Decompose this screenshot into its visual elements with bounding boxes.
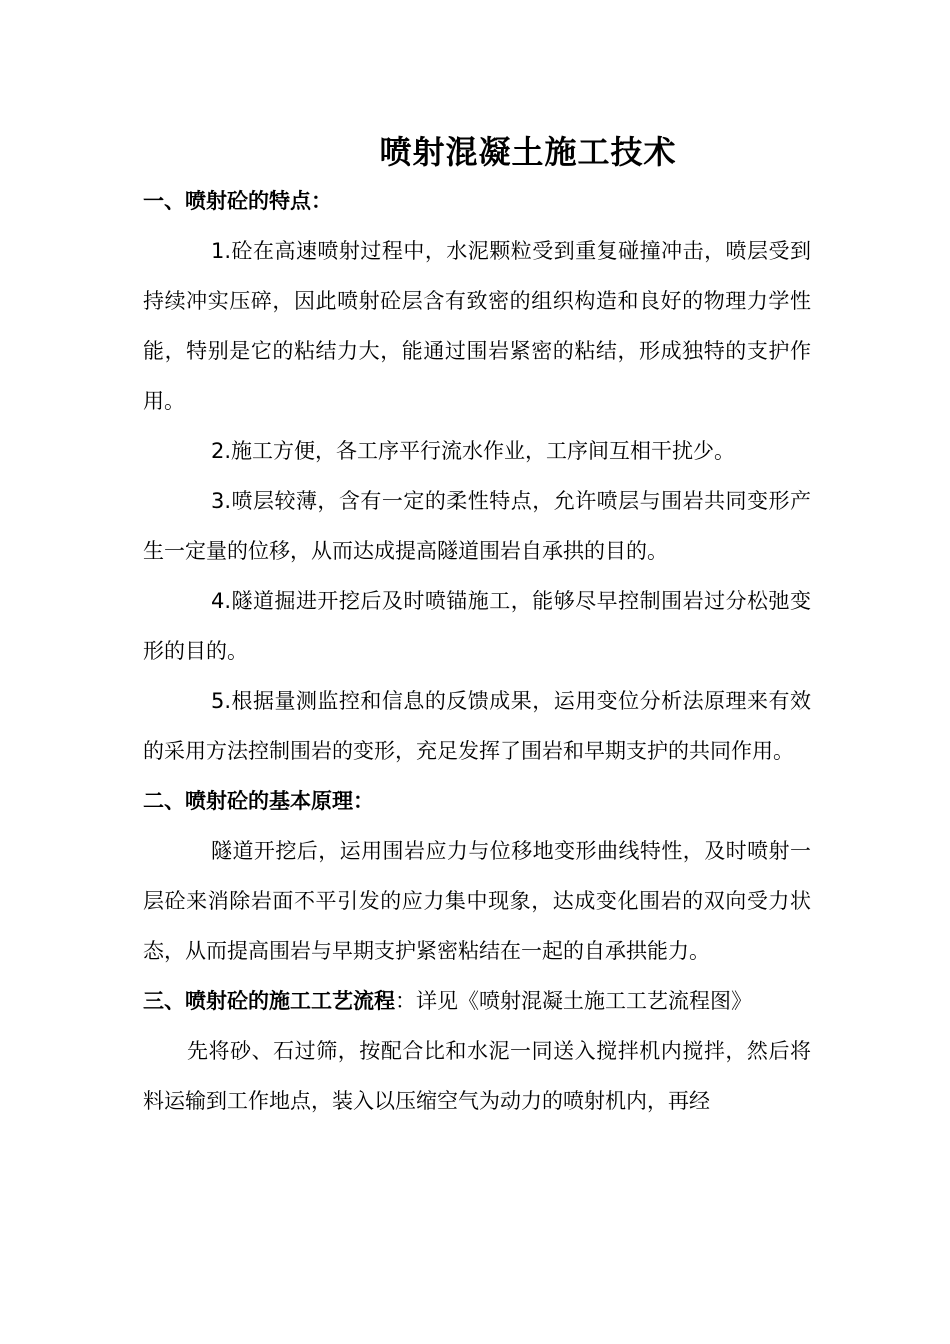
- section-heading-3-suffix: ：详见《喷射混凝土施工工艺流程图》: [395, 989, 752, 1013]
- paragraph-1-4: 4.隧道掘进开挖后及时喷锚施工，能够尽早控制围岩过分松弛变形的目的。: [143, 589, 811, 663]
- paragraph-1-1: 1.砼在高速喷射过程中，水泥颗粒受到重复碰撞冲击，喷层受到持续冲实压碎，因此喷射砼层含有致密的组织构造和良好的物理力学性能，特别是它的粘结力大，能通过围岩紧密的粘结，形成独特的支护作用。: [143, 239, 811, 413]
- section-heading-3: 三、喷射砼的施工工艺流程: [143, 989, 395, 1013]
- paragraph-2-1: 隧道开挖后，运用围岩应力与位移地变形曲线特性，及时喷射一层砼来消除岩面不平引发的应力集中现象，达成变化围岩的双向受力状态，从而提高围岩与早期支护紧密粘结在一起的自承拱能力。: [143, 839, 811, 963]
- section-heading-3-wrapper: [143, 976, 811, 1026]
- section-heading-2: 二、喷射砼的基本原理：: [143, 789, 374, 813]
- paragraph-1-2: 2.施工方便，各工序平行流水作业，工序间互相干扰少。: [211, 439, 736, 463]
- paragraph-3-1: 先将砂、石过筛，按配合比和水泥一同送入搅拌机内搅拌，然后将料运输到工作地点，装入以压缩空气为动力的喷射机内，再经: [143, 1039, 811, 1113]
- paragraph-1-3: 3.喷层较薄，含有一定的柔性特点，允许喷层与围岩共同变形产生一定量的位移，从而达成提高隧道围岩自承拱的目的。: [143, 489, 811, 563]
- document-title: 喷射混凝土施工技术: [379, 133, 677, 171]
- section-heading-1: 一、喷射砼的特点：: [143, 189, 332, 213]
- paragraph-1-5: 5.根据量测监控和信息的反馈成果，运用变位分析法原理来有效的采用方法控制围岩的变形，充足发挥了围岩和早期支护的共同作用。: [143, 689, 811, 763]
- document-body: [143, 176, 811, 1126]
